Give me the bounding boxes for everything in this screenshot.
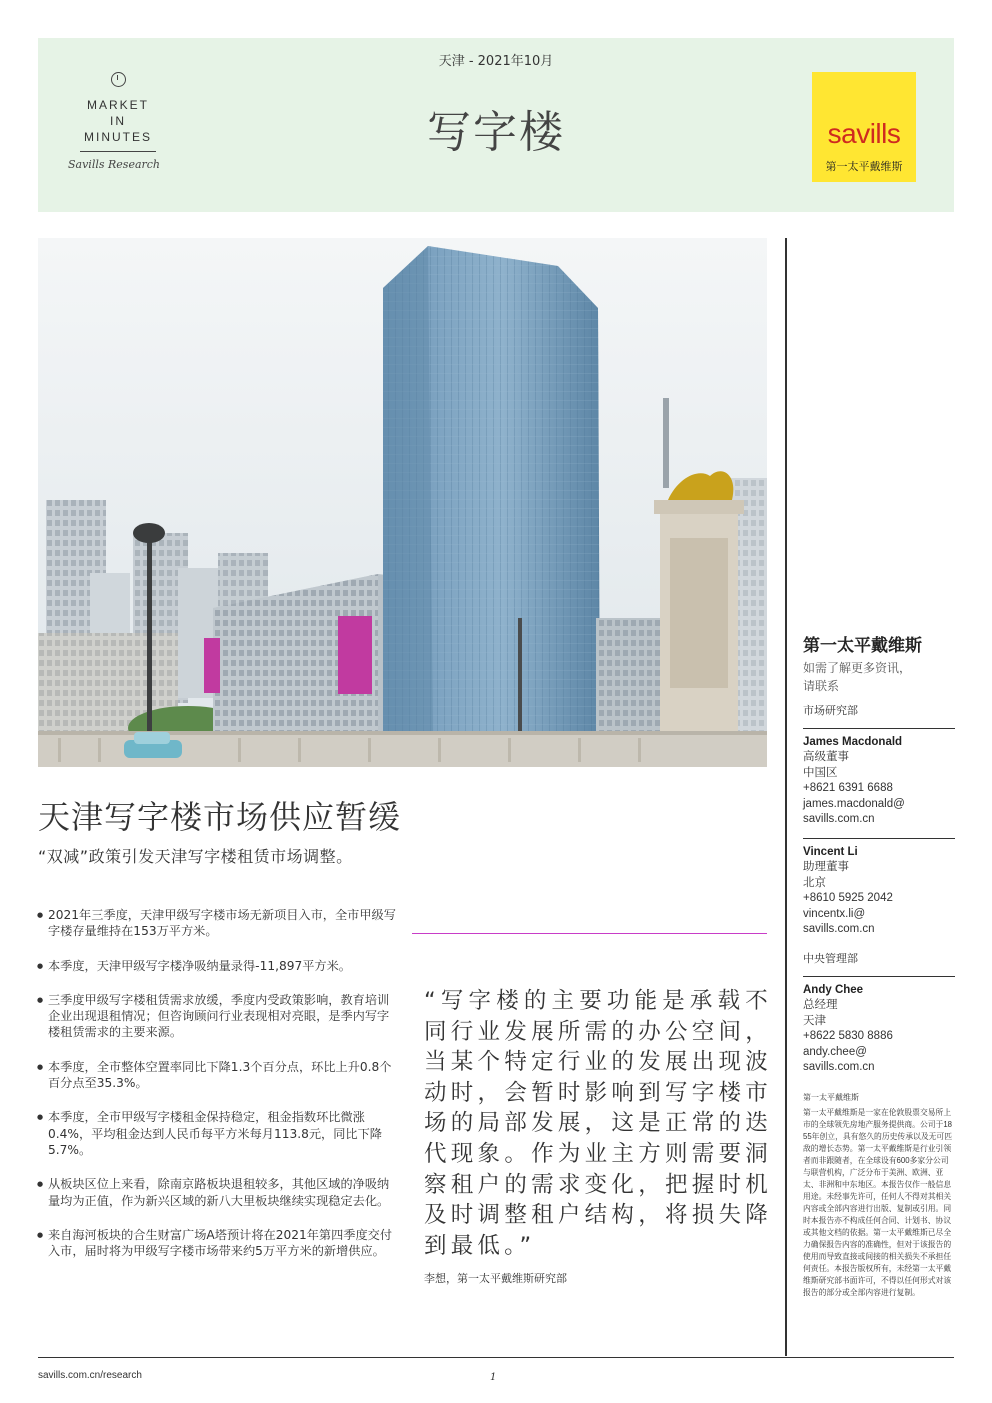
- location-date: 天津 - 2021年10月: [438, 54, 554, 69]
- contact-email-user[interactable]: james.macdonald@: [803, 797, 905, 810]
- contact-name: James Macdonald: [803, 736, 903, 748]
- contact-email-domain[interactable]: savills.com.cn: [803, 1061, 875, 1074]
- sidebar-ask-line1: 如需了解更多资讯，: [803, 661, 912, 675]
- sidebar-rule: [803, 728, 955, 729]
- contact-card: [803, 845, 955, 938]
- contact-email-user[interactable]: vincentx.li@: [803, 907, 866, 920]
- pull-quote: “写字楼的主要功能是承载不同行业发展所需的办公空间，当某个特定行业的发展出现波动时，会暂时影响到写字楼市场的局部发展，这是正常的迭代现象。作为业主方则需要洞察租户的需求变化，把握时机及时调整租户结构，将损失降到最低。”: [424, 988, 772, 1259]
- logo-line2: IN: [110, 114, 126, 128]
- sidebar-brand: 第一太平戴维斯: [803, 636, 922, 655]
- list-item: ● 本季度，全市整体空置率同比下降1.3个百分点，环比上升0.8个百分点至35.3%。: [38, 1059, 398, 1092]
- sidebar-dept-research: 市场研究部: [803, 705, 858, 717]
- contact-email-domain[interactable]: savills.com.cn: [803, 813, 875, 826]
- contact-email-user[interactable]: andy.chee@: [803, 1045, 867, 1058]
- contact-phone: +8610 5925 2042: [803, 892, 893, 905]
- key-points-list: [38, 907, 398, 1277]
- contact-name: Andy Chee: [803, 983, 864, 996]
- list-item: ● 从板块区位上来看，除南京路板块退租较多，其他区域的净吸纳量均为正值，作为新兴区域的新八大里板块继续实现稳定去化。: [38, 1176, 398, 1209]
- contact-title: 助理董事: [803, 860, 849, 873]
- footer-url[interactable]: savills.com.cn/research: [38, 1370, 142, 1381]
- footer-rule: [38, 1357, 954, 1358]
- article-headline: 天津写字楼市场供应暂缓: [38, 798, 402, 836]
- list-item: ● 三季度甲级写字楼租赁需求放缓，季度内受政策影响，教育培训企业出现退租情况；但咨询顾问行业表现相对亮眼，是季内写字楼租赁需求的主要来源。: [38, 992, 398, 1041]
- list-item: ● 来自海河板块的合生财富广场A塔预计将在2021年第四季度交付入市，届时将为甲级写字楼市场带来约5万平方米的新增供应。: [38, 1227, 398, 1260]
- sidebar-ask-line2: 请联系: [803, 679, 840, 693]
- logo-line3: MINUTES: [84, 130, 152, 144]
- clock-icon: [111, 72, 126, 87]
- quote-attribution: 李想，第一太平戴维斯研究部: [424, 1272, 567, 1285]
- city-office-tower-photo: [38, 238, 767, 767]
- list-item: ● 本季度，全市甲级写字楼租金保持稳定，租金指数环比微涨0.4%，平均租金达到人民币每平方米每月113.8元，同比下降5.7%。: [38, 1109, 398, 1158]
- contact-title: 总经理: [803, 998, 838, 1011]
- page-number: 1: [490, 1372, 497, 1383]
- list-item: ● 本季度，天津甲级写字楼净吸纳量录得-11,897平方米。: [38, 958, 398, 974]
- contact-sidebar: [803, 634, 955, 1299]
- quote-divider: [412, 933, 767, 934]
- sidebar-divider: [785, 238, 787, 1356]
- contact-region: 中国区: [803, 766, 838, 779]
- contact-email-domain[interactable]: savills.com.cn: [803, 923, 875, 936]
- contact-card: [803, 983, 955, 1076]
- sidebar-rule: [803, 976, 955, 977]
- article-subheadline: “双减”政策引发天津写字楼租赁市场调整。: [38, 847, 353, 866]
- contact-card: [803, 735, 955, 828]
- contact-phone: +8622 5830 8886: [803, 1030, 893, 1043]
- contact-name: Vincent Li: [803, 845, 858, 858]
- disclaimer-title: 第一太平戴维斯: [803, 1092, 859, 1102]
- header-band: [38, 38, 954, 212]
- logo-line1: MARKET: [86, 98, 149, 112]
- page-title: 写字楼: [427, 107, 565, 158]
- contact-region: 北京: [803, 876, 826, 889]
- contact-region: 天津: [803, 1014, 826, 1027]
- sidebar-rule: [803, 838, 955, 839]
- contact-phone: +8621 6391 6688: [803, 782, 893, 795]
- sidebar-dept-management: 中央管理部: [803, 952, 858, 965]
- savills-logo: [812, 72, 916, 182]
- contact-title: 高级董事: [803, 751, 849, 763]
- logo-research: Savills Research: [68, 158, 161, 171]
- list-item: ● 2021年三季度，天津甲级写字楼市场无新项目入市，全市甲级写字楼存量维持在153万平方米。: [38, 907, 398, 940]
- savills-logo-chinese: 第一太平戴维斯: [825, 160, 903, 173]
- disclaimer-text: 第一太平戴维斯是一家在伦敦股票交易所上市的全球领先房地产服务提供商。公司于1855年创立，具有悠久的历史传承以及无可匹敌的增长态势。第一太平戴维斯是行业引领者而非跟随者，在全球设有600多家分公司与联营机构，广泛分布于美洲、欧洲、亚太、非洲和中东地区。本报告仅作一般信息用途。未经事先许可，任何人不得对其相关内容或全部内容进行出版、复制或引用。同时本报告亦不构成任何合同、计划书、协议或其他文档的依据。第一太平戴维斯已尽全力确保报告内容的准确性，但对于该报告的使用而导致直接或间接的相关损失不承担任何责任。本报告版权所有，未经第一太平戴维斯研究部书面许可，不得以任何形式对该报告的部分或全部内容进行复制。: [803, 1107, 953, 1297]
- savills-logo-name: savills: [827, 118, 901, 149]
